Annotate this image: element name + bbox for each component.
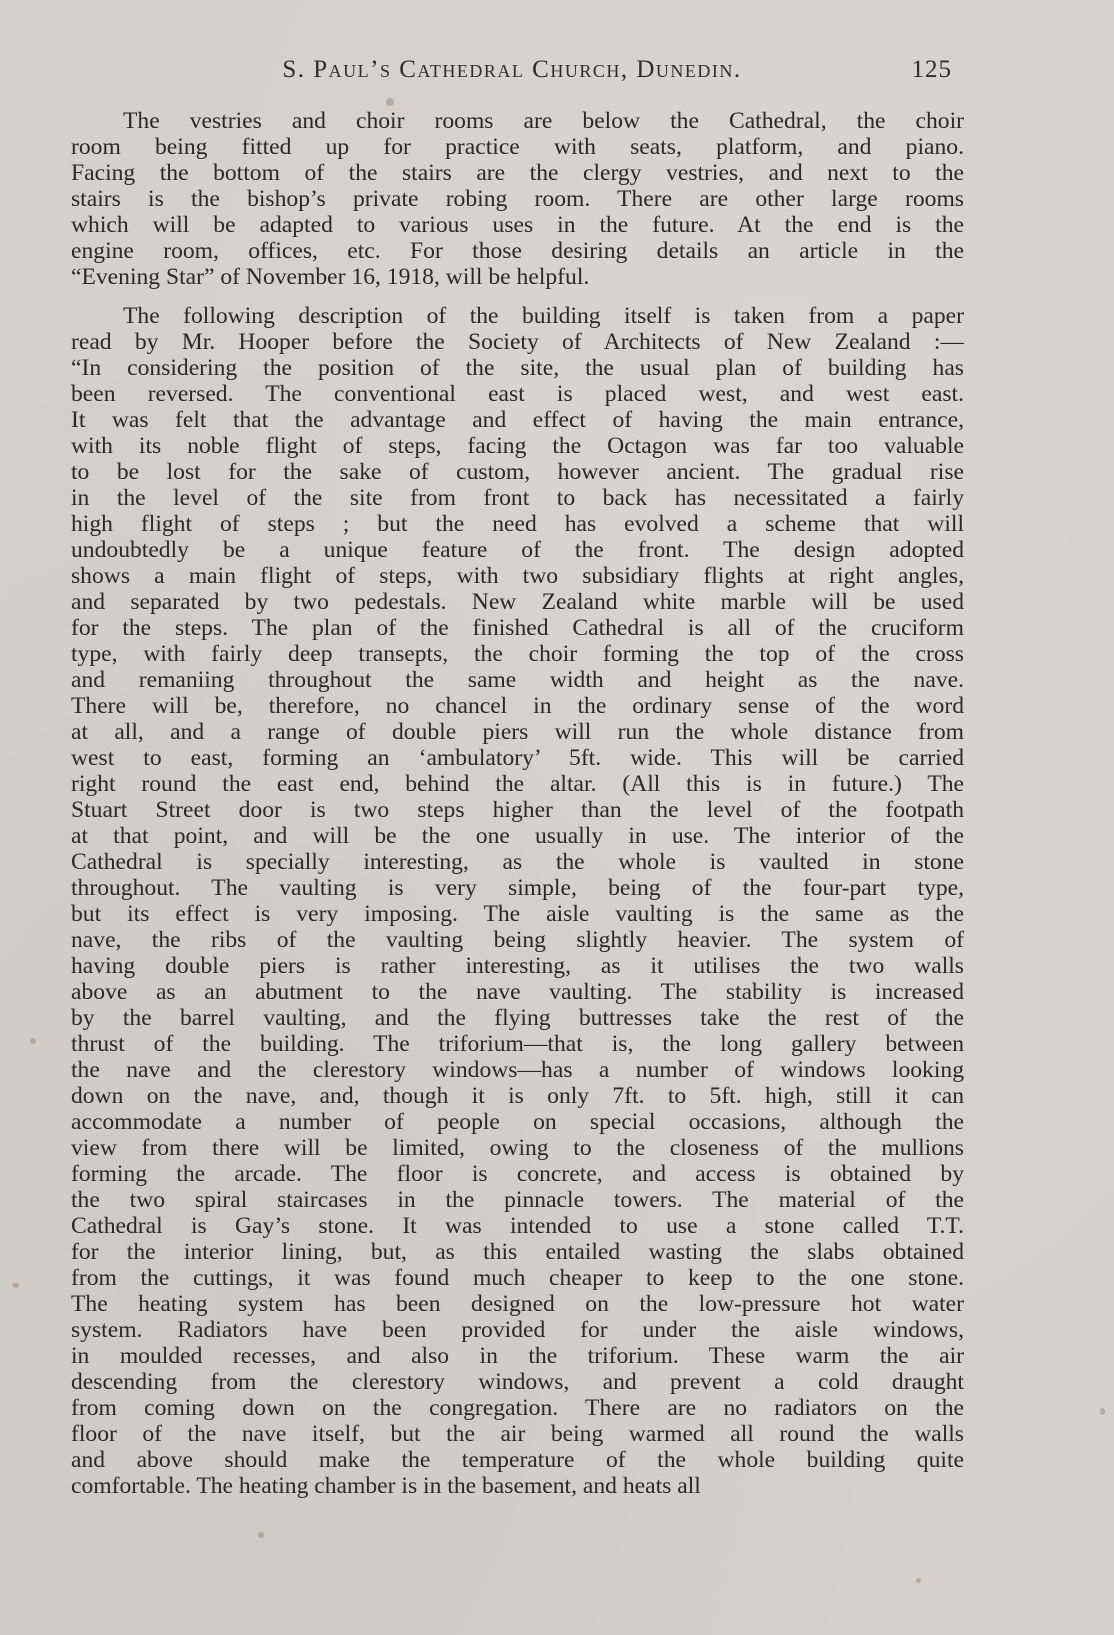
text-line: having double piers is rather interesting, as it utilises the two walls [71, 953, 964, 979]
text-line: Stuart Street door is two steps higher than the level of the footpath [71, 797, 964, 823]
paper-speck [12, 1283, 19, 1288]
text-line: with its noble flight of steps, facing the Octagon was far too valuable [71, 433, 964, 459]
text-line: room being fitted up for practice with seats, platform, and piano. [71, 134, 964, 160]
text-line: for the interior lining, but, as this entailed wasting the slabs obtained [71, 1239, 964, 1265]
text-line: the two spiral staircases in the pinnacle towers. The material of the [71, 1187, 964, 1213]
text-line: throughout. The vaulting is very simple, being of the four-part type, [71, 875, 964, 901]
text-line: by the barrel vaulting, and the flying buttresses take the rest of the [71, 1005, 964, 1031]
text-line: forming the arcade. The floor is concrete, and access is obtained by [71, 1161, 964, 1187]
text-line: undoubtedly be a unique feature of the front. The design adopted [71, 537, 964, 563]
text-line: west to east, forming an ‘ambulatory’ 5ft. wide. This will be carried [71, 745, 964, 771]
text-line: comfortable. The heating chamber is in the basement, and heats all [71, 1473, 701, 1499]
text-line: at all, and a range of double piers will run the whole distance from [71, 719, 964, 745]
paper-speck [1100, 1408, 1105, 1415]
text-line: engine room, offices, etc. For those desiring details an article in the [71, 238, 964, 264]
text-line: from coming down on the congregation. There are no radiators on the [71, 1395, 964, 1421]
text-line: to be lost for the sake of custom, however ancient. The gradual rise [71, 459, 964, 485]
text-line: It was felt that the advantage and effect of having the main entrance, [71, 407, 964, 433]
running-title: S. Paul’s Cathedral Church, Dunedin. [282, 56, 742, 83]
text-line: been reversed. The conventional east is placed west, and west east. [71, 381, 964, 407]
text-line: down on the nave, and, though it is only 7ft. to 5ft. high, still it can [71, 1083, 964, 1109]
text-line: The following description of the building itself is taken from a paper [123, 303, 964, 329]
text-line: read by Mr. Hooper before the Society of Architects of New Zealand :— [71, 329, 964, 355]
text-line: Cathedral is Gay’s stone. It was intended to use a stone called T.T. [71, 1213, 964, 1239]
text-line: The heating system has been designed on the low-pressure hot water [71, 1291, 964, 1317]
text-line: from the cuttings, it was found much cheaper to keep to the one stone. [71, 1265, 964, 1291]
text-line: which will be adapted to various uses in the future. At the end is the [71, 212, 964, 238]
text-line: right round the east end, behind the altar. (All this is in future.) The [71, 771, 964, 797]
text-line: accommodate a number of people on special occasions, although the [71, 1109, 964, 1135]
paper-speck [30, 1038, 36, 1044]
text-line: shows a main flight of steps, with two subsidiary flights at right angles, [71, 563, 964, 589]
text-line: descending from the clerestory windows, and prevent a cold draught [71, 1369, 964, 1395]
text-line: the nave and the clerestory windows—has a number of windows looking [71, 1057, 964, 1083]
text-line: for the steps. The plan of the finished Cathedral is all of the cruciform [71, 615, 964, 641]
page-number: 125 [911, 56, 952, 83]
text-line: and above should make the temperature of the whole building quite [71, 1447, 964, 1473]
text-line: high flight of steps ; but the need has evolved a scheme that will [71, 511, 964, 537]
paper-speck [916, 1578, 921, 1583]
paper-speck [258, 1532, 264, 1538]
text-line: and separated by two pedestals. New Zealand white marble will be used [71, 589, 964, 615]
text-line: “Evening Star” of November 16, 1918, will be helpful. [71, 264, 590, 290]
text-line: nave, the ribs of the vaulting being slightly heavier. The system of [71, 927, 964, 953]
paragraph [71, 303, 964, 1499]
text-line: and remaniing throughout the same width and height as the nave. [71, 667, 964, 693]
text-line: “In considering the position of the site, the usual plan of building has [71, 355, 964, 381]
text-line: system. Radiators have been provided for under the aisle windows, [71, 1317, 964, 1343]
text-line: thrust of the building. The triforium—that is, the long gallery between [71, 1031, 964, 1057]
text-line: Facing the bottom of the stairs are the clergy vestries, and next to the [71, 160, 964, 186]
text-line: floor of the nave itself, but the air being warmed all round the walls [71, 1421, 964, 1447]
paper-speck [386, 98, 394, 106]
body-text [71, 108, 964, 1499]
text-line: in the level of the site from front to back has necessitated a fairly [71, 485, 964, 511]
text-line: view from there will be limited, owing to the closeness of the mullions [71, 1135, 964, 1161]
text-line: in moulded recesses, and also in the triforium. These warm the air [71, 1343, 964, 1369]
text-line: above as an abutment to the nave vaulting. The stability is increased [71, 979, 964, 1005]
paragraph [71, 108, 964, 290]
text-line: type, with fairly deep transepts, the choir forming the top of the cross [71, 641, 964, 667]
text-line: There will be, therefore, no chancel in the ordinary sense of the word [71, 693, 964, 719]
running-header [72, 56, 952, 88]
text-line: at that point, and will be the one usually in use. The interior of the [71, 823, 964, 849]
text-line: Cathedral is specially interesting, as the whole is vaulted in stone [71, 849, 964, 875]
text-line: stairs is the bishop’s private robing room. There are other large rooms [71, 186, 964, 212]
text-line: but its effect is very imposing. The aisle vaulting is the same as the [71, 901, 964, 927]
text-line: The vestries and choir rooms are below the Cathedral, the choir [123, 108, 964, 134]
